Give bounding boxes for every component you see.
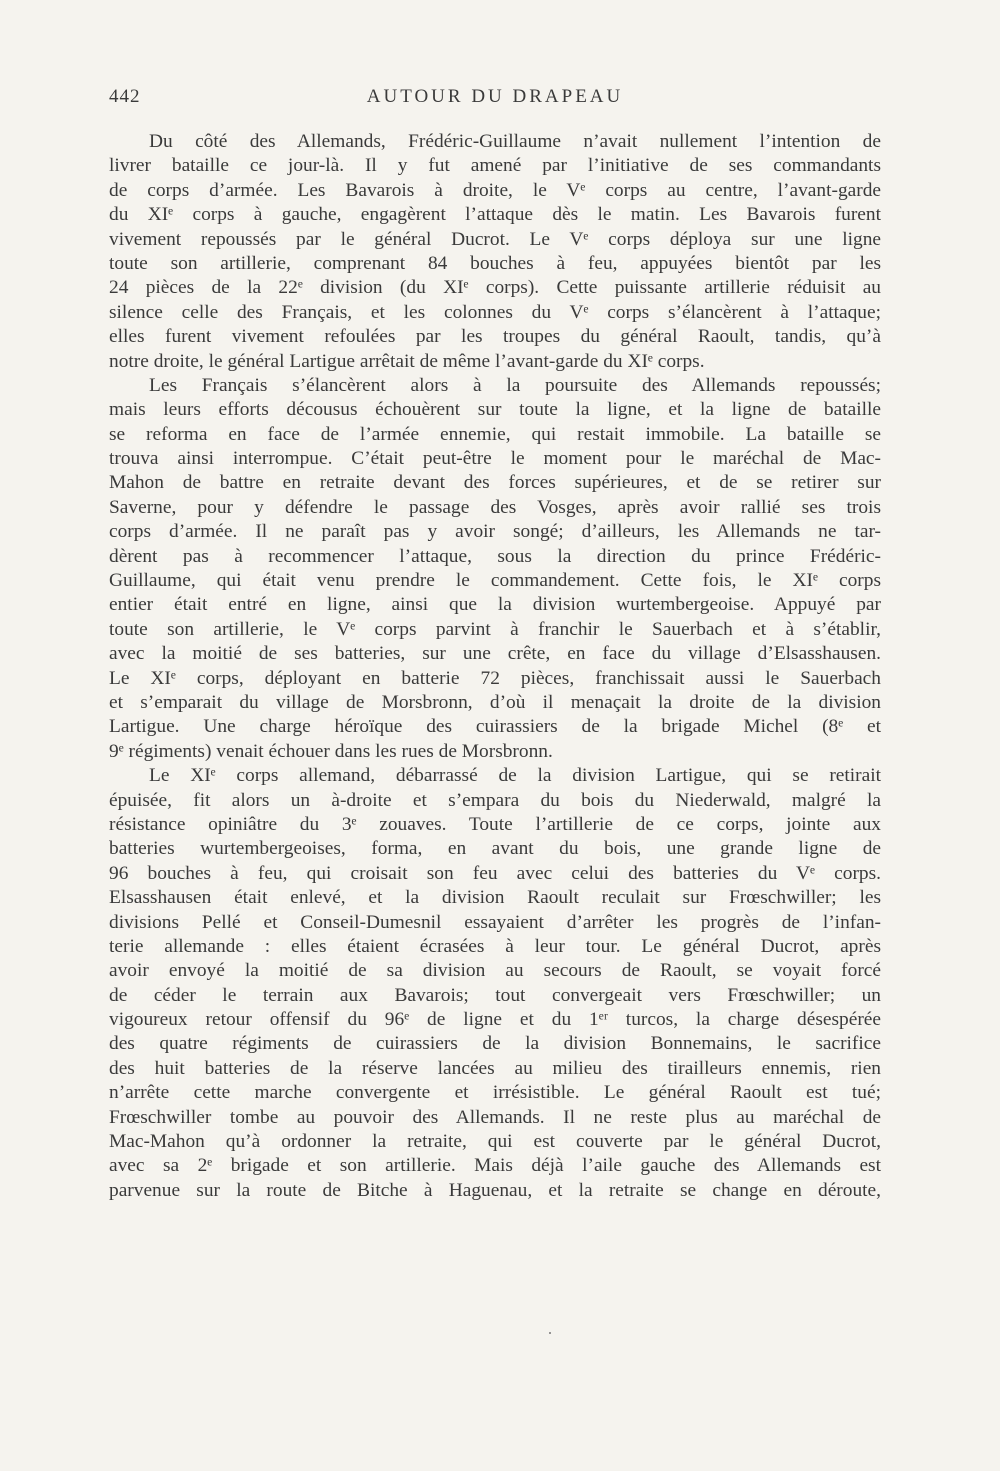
text-line: 96 bouches à feu, qui croisait son feu avec celui des batteries du Vᵉ corps. xyxy=(109,862,881,884)
text-line: elles furent vivement refoulées par les troupes du général Raoult, tandis, qu’à xyxy=(109,326,881,348)
text-line: trouva ainsi interrompue. C’était peut-être le moment pour le maréchal de Mac- xyxy=(109,448,881,470)
text-line: du XIᵉ corps à gauche, engagèrent l’attaque dès le matin. Les Bavarois furent xyxy=(109,204,881,226)
text-line: Guillaume, qui était venu prendre le commandement. Cette fois, le XIᵉ corps xyxy=(109,570,881,592)
body-text xyxy=(109,130,881,1203)
page-number: 442 xyxy=(109,86,141,107)
text-line: parvenue sur la route de Bitche à Haguenau, et la retraite se change en déroute, xyxy=(109,1179,881,1201)
print-speck xyxy=(549,1332,551,1334)
text-line: Le XIᵉ corps allemand, débarrassé de la division Lartigue, qui se retirait xyxy=(149,765,881,787)
text-line: Le XIᵉ corps, déployant en batterie 72 pièces, franchissait aussi le Sauerbach xyxy=(109,667,881,689)
paragraph xyxy=(109,374,881,764)
text-line: dèrent pas à recommencer l’attaque, sous la direction du prince Frédéric- xyxy=(109,545,881,567)
paragraph xyxy=(109,130,881,374)
text-line: silence celle des Français, et les colonnes du Vᵉ corps s’élancèrent à l’attaque; xyxy=(109,301,881,323)
text-line: Mac-Mahon qu’à ordonner la retraite, qui est couverte par le général Ducrot, xyxy=(109,1131,881,1153)
text-line: avoir envoyé la moitié de sa division au secours de Raoult, se voyait forcé xyxy=(109,960,881,982)
running-header xyxy=(109,86,881,116)
text-line: batteries wurtembergeoises, forma, en avant du bois, une grande ligne de xyxy=(109,838,881,860)
text-line: n’arrête cette marche convergente et irrésistible. Le général Raoult est tué; xyxy=(109,1082,881,1104)
text-line: et s’emparait du village de Morsbronn, d’où il menaçait la droite de la division xyxy=(109,691,881,713)
paragraph xyxy=(109,764,881,1203)
text-line: Les Français s’élancèrent alors à la poursuite des Allemands repoussés; xyxy=(149,374,881,396)
text-line: livrer bataille ce jour-là. Il y fut amené par l’initiative de ses commandants xyxy=(109,155,881,177)
text-line: toute son artillerie, comprenant 84 bouches à feu, appuyées bientôt par les xyxy=(109,252,881,274)
text-line: Saverne, pour y défendre le passage des Vosges, après avoir rallié ses trois xyxy=(109,496,881,518)
text-line: entier était entré en ligne, ainsi que la division wurtembergeoise. Appuyé par xyxy=(109,594,881,616)
text-line: vivement repoussés par le général Ducrot. Le Vᵉ corps déploya sur une ligne xyxy=(109,228,881,250)
text-line: de céder le terrain aux Bavarois; tout convergeait vers Frœschwiller; un xyxy=(109,984,881,1006)
text-line: avec sa 2ᵉ brigade et son artillerie. Mais déjà l’aile gauche des Allemands est xyxy=(109,1155,881,1177)
text-line: corps d’armée. Il ne paraît pas y avoir songé; d’ailleurs, les Allemands ne tar- xyxy=(109,521,881,543)
text-line: de corps d’armée. Les Bavarois à droite, le Vᵉ corps au centre, l’avant-garde xyxy=(109,179,881,201)
text-line: divisions Pellé et Conseil-Dumesnil essayaient d’arrêter les progrès de l’infan- xyxy=(109,911,881,933)
text-line: épuisée, fit alors un à-droite et s’empara du bois du Niederwald, malgré la xyxy=(109,789,881,811)
text-line: notre droite, le général Lartigue arrêtait de même l’avant-garde du XIᵉ corps. xyxy=(109,350,705,372)
text-line: se reforma en face de l’armée ennemie, qui restait immobile. La bataille se xyxy=(109,423,881,445)
text-line: 9ᵉ régiments) venait échouer dans les rues de Morsbronn. xyxy=(109,740,553,762)
text-line: terie allemande : elles étaient écrasées à leur tour. Le général Ducrot, après xyxy=(109,935,881,957)
text-line: résistance opiniâtre du 3ᵉ zouaves. Toute l’artillerie de ce corps, jointe aux xyxy=(109,813,881,835)
text-line: des quatre régiments de cuirassiers de la division Bonnemains, le sacrifice xyxy=(109,1033,881,1055)
text-line: Elsasshausen était enlevé, et la division Raoult reculait sur Frœschwiller; les xyxy=(109,887,881,909)
text-line: Mahon de battre en retraite devant des forces supérieures, et de se retirer sur xyxy=(109,472,881,494)
text-line: des huit batteries de la réserve lancées au milieu des tirailleurs ennemis, rien xyxy=(109,1057,881,1079)
text-line: vigoureux retour offensif du 96ᵉ de ligne et du 1ᵉʳ turcos, la charge désespérée xyxy=(109,1009,881,1031)
running-title: AUTOUR DU DRAPEAU xyxy=(366,86,624,107)
text-line: Lartigue. Une charge héroïque des cuirassiers de la brigade Michel (8ᵉ et xyxy=(109,716,881,738)
text-line: mais leurs efforts décousus échouèrent sur toute la ligne, et la ligne de bataille xyxy=(109,399,881,421)
text-line: Du côté des Allemands, Frédéric-Guillaume n’avait nullement l’intention de xyxy=(149,131,881,152)
text-line: Frœschwiller tombe au pouvoir des Allemands. Il ne reste plus au maréchal de xyxy=(109,1106,881,1128)
text-line: toute son artillerie, le Vᵉ corps parvint à franchir le Sauerbach et à s’établir, xyxy=(109,618,881,640)
text-line: 24 pièces de la 22ᵉ division (du XIᵉ corps). Cette puissante artillerie réduisit au xyxy=(109,277,881,299)
text-line: avec la moitié de ses batteries, sur une crête, en face du village d’Elsasshausen. xyxy=(109,643,881,665)
